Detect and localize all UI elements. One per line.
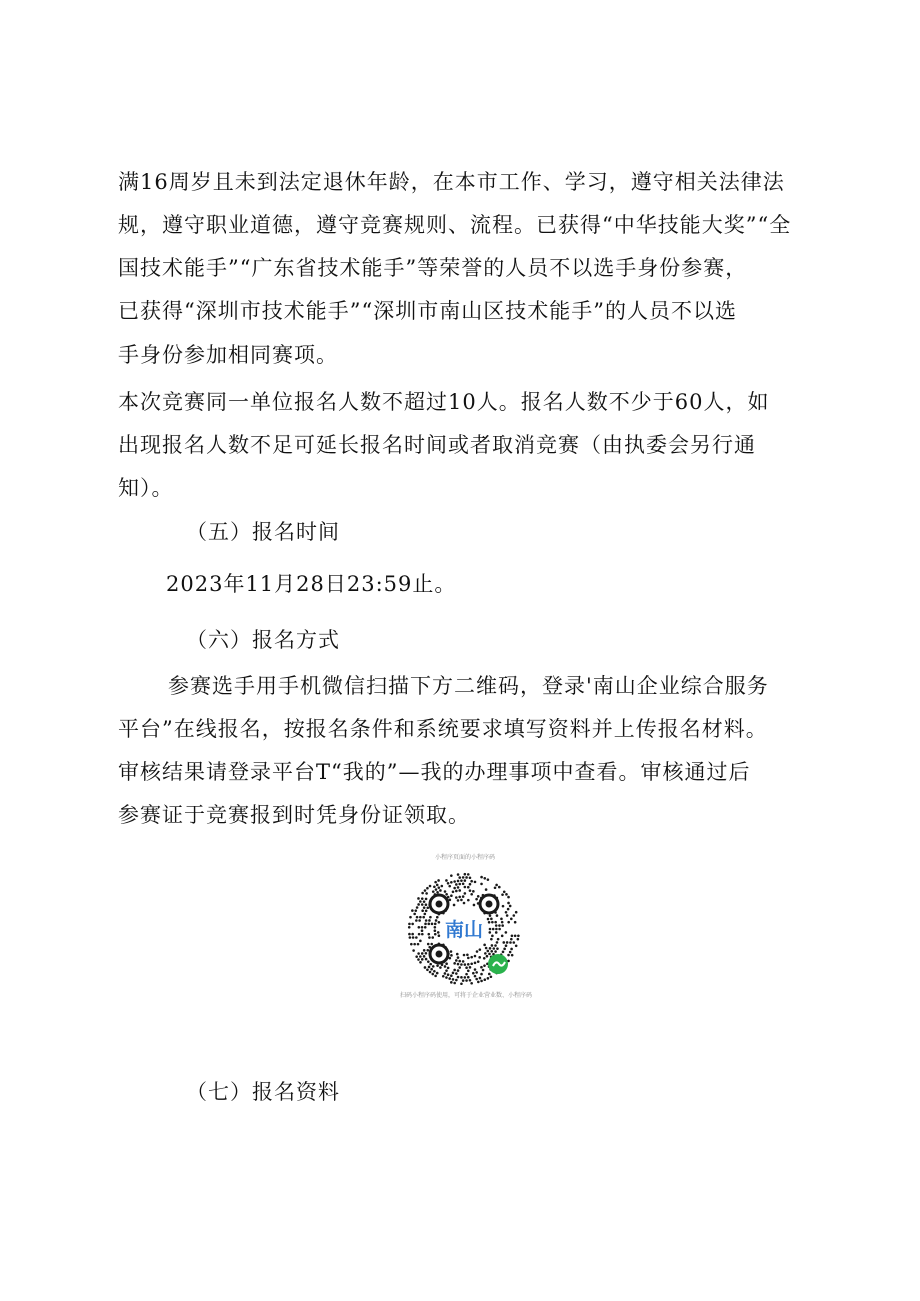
- registration-deadline: 2023年11月28日23:59止。: [166, 572, 457, 596]
- para2-line-1: 本次竞赛同一单位报名人数不超过10人。报名人数不少于60人，如: [118, 390, 770, 414]
- para1-line-2: 规，遵守职业道德，遵守竞赛规则、流程。已获得“中华技能大奖”“全: [118, 213, 792, 237]
- para1-line-1: 满16周岁且未到法定退休年龄，在本市工作、学习，遵守相关法律法: [118, 170, 785, 194]
- qr-center-label: 南山: [444, 919, 484, 941]
- para2-line-3: 知）。: [118, 476, 174, 500]
- qr-code-icon: [405, 870, 523, 988]
- para1-line-4: 已获得“深圳市技术能手”“深圳市南山区技术能手”的人员不以选: [118, 299, 737, 323]
- heading-registration-method: （六）报名方式: [186, 628, 340, 652]
- heading-registration-materials: （七）报名资料: [186, 1080, 340, 1104]
- heading-registration-time: （五）报名时间: [186, 520, 340, 544]
- qr-top-caption: 小程序页面的小程序码: [434, 854, 495, 861]
- mini-program-qr-code[interactable]: [400, 852, 533, 1002]
- qr-bottom-caption: 扫码小程序码使用，可将于企业营业数、小程序码: [400, 992, 533, 999]
- para3-line-4: 参赛证于竞赛报到时凭身份证领取。: [118, 803, 470, 827]
- para1-line-5: 手身份参加相同赛项。: [118, 343, 338, 367]
- para1-line-3: 国技术能手”“广东省技术能手”等荣誉的人员不以选手身份参赛，: [118, 256, 748, 280]
- para3-line-1: 参赛选手用手机微信扫描下方二维码，登录'南山企业综合服务: [168, 674, 769, 698]
- para3-line-3: 审核结果请登录平台T“我的”—我的办理事项中查看。审核通过后: [118, 760, 751, 784]
- para2-line-2: 出现报名人数不足可延长报名时间或者取消竞赛（由执委会另行通: [118, 433, 756, 457]
- para3-line-2: 平台”在线报名，按报名条件和系统要求填写资料并上传报名材料。: [118, 717, 768, 741]
